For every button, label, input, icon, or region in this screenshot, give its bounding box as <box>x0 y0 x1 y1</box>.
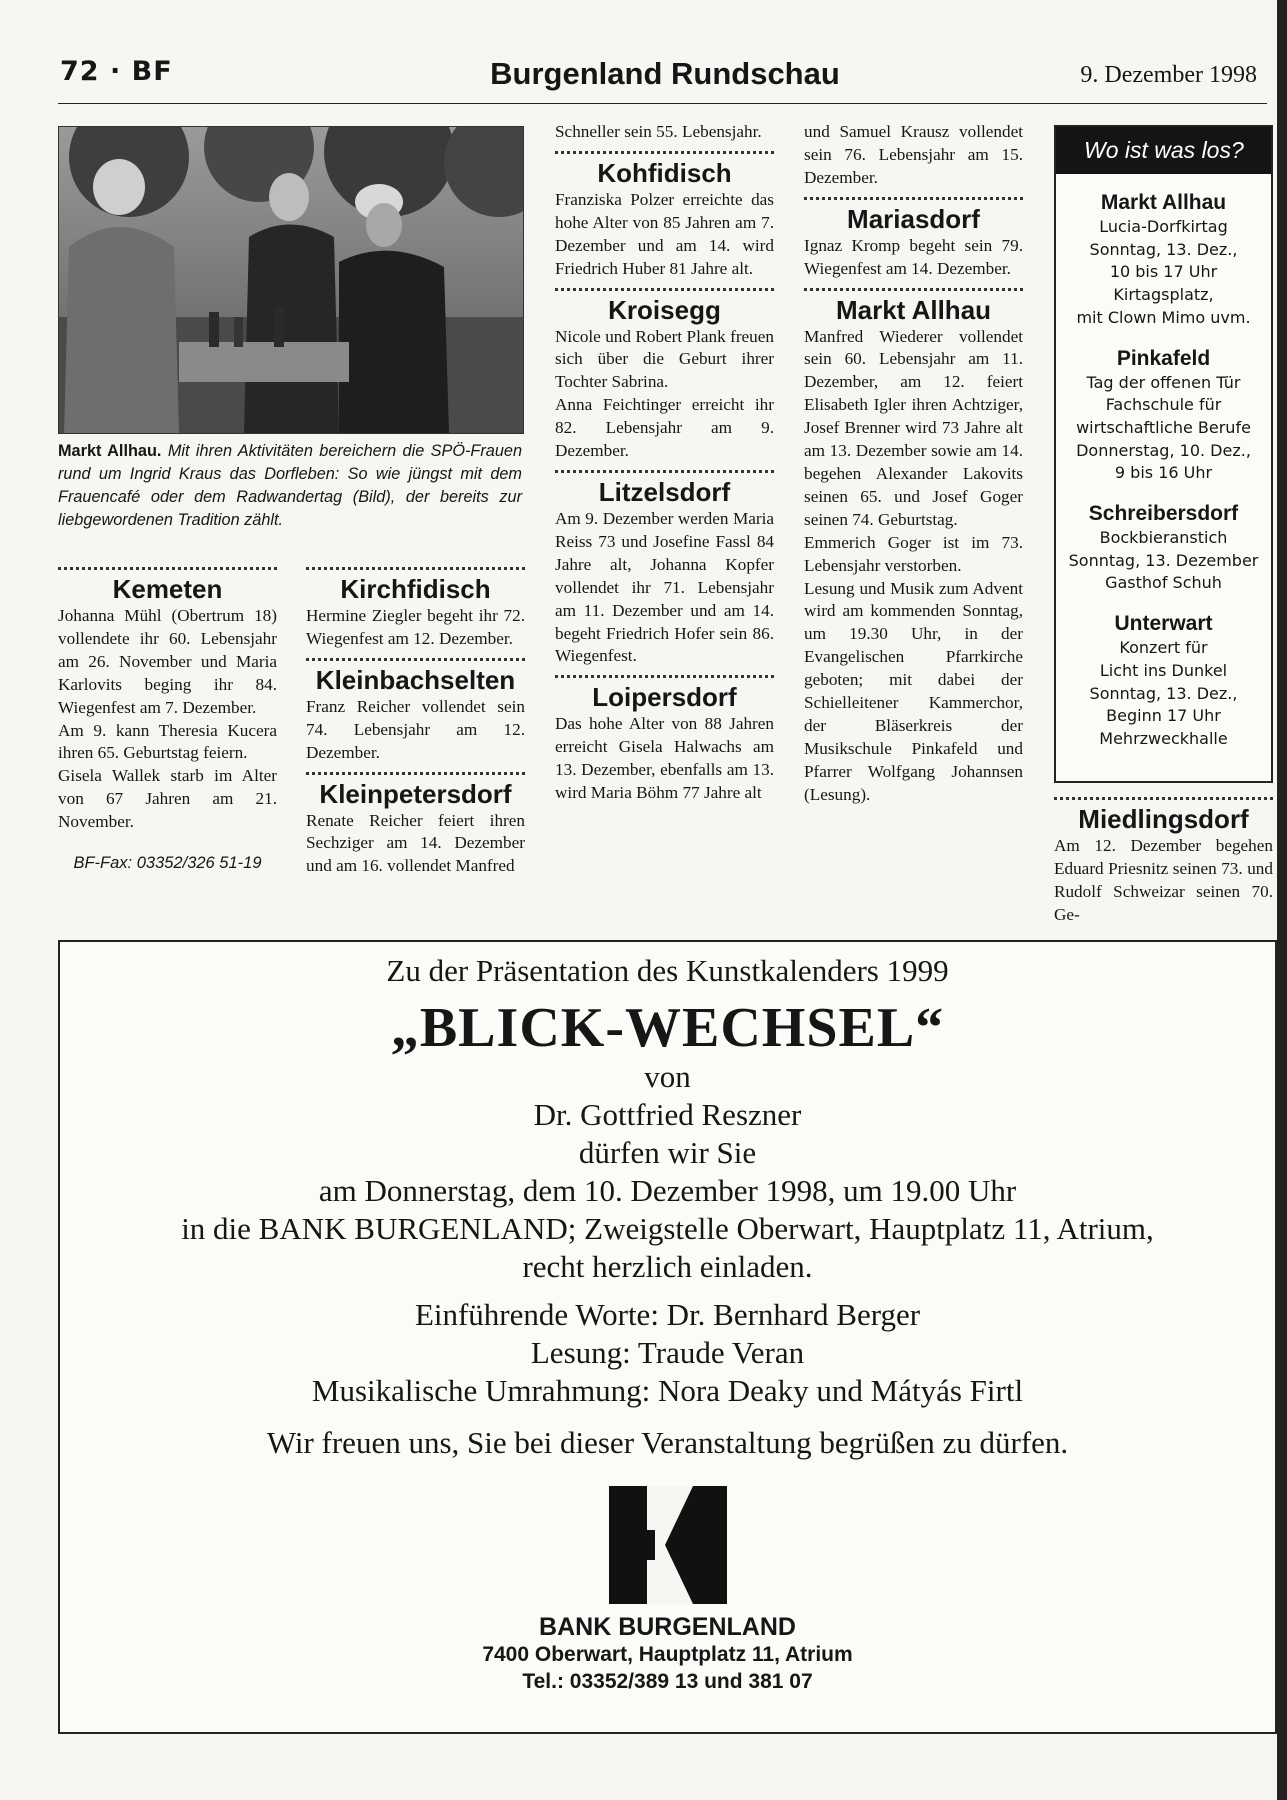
event-line: Lucia-Dorfkirtag <box>1099 217 1228 236</box>
miedlingsdorf-text: Am 12. Dezember begehen Eduard Priesnitz seinen 73. und Rudolf Schweizar seinen 70. Ge- <box>1054 836 1273 924</box>
kemeten-heading: Kemeten <box>112 574 223 604</box>
loipersdorf-text: Das hohe Alter von 88 Jahren erreicht Gisela Halwachs am 13. Dezember, ebenfalls am 13. wird Maria Böhm 77 Jahre alt <box>555 714 774 803</box>
column-1 <box>58 560 277 875</box>
ad-by: von <box>644 1059 691 1094</box>
event-line: Konzert für <box>1119 638 1208 658</box>
dotted-divider <box>804 288 1023 291</box>
bank-phone: Tel.: 03352/389 13 und 381 07 <box>522 1670 813 1693</box>
dotted-divider <box>555 288 774 291</box>
news-photo <box>58 126 524 434</box>
ad-title: „BLICK-WECHSEL“ <box>390 997 945 1059</box>
miedlingsdorf-heading: Miedlingsdorf <box>1078 804 1249 834</box>
kemeten-text-2: Am 9. kann Theresia Kucera ihren 65. Geburtstag feiern. <box>58 720 277 763</box>
dotted-divider <box>555 151 774 154</box>
kroisegg-text-1: Nicole und Robert Plank freuen sich über die Geburt ihrer Tochter Sabrina. <box>555 326 774 392</box>
event-item <box>1056 346 1271 486</box>
dotted-divider <box>306 567 525 570</box>
column-4 <box>804 121 1023 807</box>
fax-number: BF-Fax: 03352/326 51-19 <box>73 854 262 873</box>
events-box <box>1054 125 1273 783</box>
column-3 <box>555 121 774 805</box>
bank-logo <box>609 1486 727 1604</box>
ad-music: Musikalische Umrahmung: Nora Deaky und Mátyás Firtl <box>311 1373 1024 1408</box>
mariasdorf-text: Ignaz Kromp begeht sein 79. Wiegenfest am 14. Dezember. <box>804 235 1023 278</box>
kleinpetersdorf-heading: Kleinpetersdorf <box>319 778 512 809</box>
event-line: Beginn 17 Uhr <box>1106 706 1221 726</box>
ad-closing: Wir freuen uns, Sie bei dieser Veranstaltung begrüßen zu dürfen. <box>266 1425 1069 1460</box>
kirchfidisch-heading: Kirchfidisch <box>340 574 491 604</box>
event-item <box>1056 190 1271 330</box>
event-place: Unterwart <box>1114 612 1213 636</box>
event-item <box>1056 501 1271 595</box>
kroisegg-heading: Kroisegg <box>608 294 721 325</box>
litzelsdorf-text: Am 9. Dezember werden Maria Reiss 73 und Josefine Fassl 84 Jahre alt, Johanna Kopfer vollendet ihr 71. Lebensjahr am 11. Dezember und am 14. begeht Friedrich Hofer sein 86. Wiegenfest. <box>555 508 774 666</box>
continued-text: Schneller sein 55. Lebensjahr. <box>555 122 762 141</box>
page-edge-shadow <box>1277 0 1287 1800</box>
loipersdorf-heading: Loipersdorf <box>592 682 737 713</box>
markt-allhau-heading: Markt Allhau <box>835 294 992 325</box>
kemeten-text-1: Johanna Mühl (Obertrum 18) vollendete ihr 60. Lebensjahr am 26. November und Maria Karlovits beging ihr 84. Wiegenfest am 7. Dezember. <box>58 606 277 717</box>
kleinbachselten-heading: Kleinbachselten <box>315 664 516 695</box>
dotted-divider <box>1054 797 1273 800</box>
ad-intro: Zu der Präsentation des Kunstkalenders 1999 <box>386 953 949 988</box>
caption-place: Markt Allhau. <box>58 442 162 460</box>
event-line: Fachschule für <box>1105 395 1222 415</box>
event-line: 9 bis 16 Uhr <box>1114 463 1213 483</box>
event-line: Gasthof Schuh <box>1105 573 1222 593</box>
kleinbachselten-text: Franz Reicher vollendet sein 74. Lebensjahr am 12. Dezember. <box>306 696 525 762</box>
event-line: Licht ins Dunkel <box>1099 660 1228 680</box>
event-item <box>1056 611 1271 751</box>
event-place: Schreibersdorf <box>1088 502 1239 526</box>
issue-date: 9. Dezember 1998 <box>1080 62 1257 88</box>
column-2 <box>306 560 525 878</box>
events-box-title: Wo ist was los? <box>1056 127 1271 174</box>
event-line: Sonntag, 13. Dez., <box>1089 683 1238 703</box>
photo-caption <box>58 440 522 532</box>
event-place: Markt Allhau <box>1100 191 1227 214</box>
kohfidisch-text: Franziska Polzer erreichte das hohe Alter von 85 Jahren am 7. Dezember und am 14. wird Friedrich Huber 81 Jahre alt. <box>555 189 774 278</box>
dotted-divider <box>58 567 277 570</box>
dotted-divider <box>306 772 525 775</box>
mariasdorf-heading: Mariasdorf <box>847 203 980 234</box>
bank-name: BANK BURGENLAND <box>539 1613 796 1641</box>
caption-text: Mit ihren Aktivitäten bereichern die SPÖ-Frauen rund um Ingrid Kraus das Dorfleben: So wie jüngst mit dem Frauencafé oder dem Radwandertag (Bild), der bereits zur liebgewordenen Tradition zählt. <box>58 442 523 529</box>
ad-speaker: Einführende Worte: Dr. Bernhard Berger <box>414 1297 921 1332</box>
event-place: Pinkafeld <box>1116 346 1211 370</box>
ad-location: in die BANK BURGENLAND; Zweigstelle Oberwart, Hauptplatz 11, Atrium, <box>181 1211 1154 1246</box>
dotted-divider <box>555 675 774 678</box>
kohfidisch-heading: Kohfidisch <box>597 157 732 188</box>
newspaper-title: Burgenland Rundschau <box>490 56 840 91</box>
ad-datetime: am Donnerstag, dem 10. Dezember 1998, um 19.00 Uhr <box>318 1173 1017 1208</box>
header-rule <box>58 103 1267 104</box>
event-line: wirtschaftliche Berufe <box>1076 417 1251 437</box>
markt-allhau-text-2: Emmerich Goger ist im 73. Lebensjahr verstorben. <box>804 532 1023 575</box>
ad-author: Dr. Gottfried Reszner <box>533 1097 802 1132</box>
event-line: mit Clown Mimo uvm. <box>1076 307 1251 327</box>
kleinpetersdorf-text: Renate Reicher feiert ihren Sechziger am 14. Dezember und am 16. vollendet Manfred <box>306 810 525 876</box>
event-line: Kirtagsplatz, <box>1113 285 1214 305</box>
event-line: Tag der offenen Tür <box>1086 372 1241 392</box>
dotted-divider <box>804 197 1023 200</box>
kemeten-text-3: Gisela Wallek starb im Alter von 67 Jahren am 21. November. <box>58 766 277 832</box>
ad-reading: Lesung: Traude Veran <box>530 1335 805 1370</box>
event-line: Donnerstag, 10. Dez., <box>1076 440 1251 460</box>
bank-advertisement <box>58 940 1277 1734</box>
event-line: 10 bis 17 Uhr <box>1109 262 1218 282</box>
ad-invite: dürfen wir Sie <box>578 1135 757 1170</box>
bank-address: 7400 Oberwart, Hauptplatz 11, Atrium <box>482 1643 853 1666</box>
kroisegg-text-2: Anna Feichtinger erreicht ihr 82. Lebensjahr am 9. Dezember. <box>555 395 774 461</box>
page-number: 72 · BF <box>60 56 173 87</box>
ad-welcome: recht herzlich einladen. <box>522 1249 813 1284</box>
column-5 <box>1054 790 1273 927</box>
markt-allhau-text-1: Manfred Wiederer vollendet sein 60. Lebensjahr am 11. Dezember, am 12. feiert Elisabeth Igler ihren Achtziger, Josef Brenner wird 73 Jahre alt am 13. Dezember sowie am 14. begehen Alexander Lakovits seinen 65. und Josef Goger seinen 74. Geburtstag. <box>804 326 1023 529</box>
dotted-divider <box>555 470 774 473</box>
kirchfidisch-text: Hermine Ziegler begeht ihr 72. Wiegenfest am 12. Dezember. <box>306 606 525 648</box>
continued-text: und Samuel Krausz vollendet sein 76. Lebensjahr am 15. Dezember. <box>804 122 1023 187</box>
event-line: Bockbieranstich <box>1099 528 1228 548</box>
markt-allhau-text-3: Lesung und Musik zum Advent wird am kommenden Sonntag, um 19.30 Uhr, in der Evangelischen Pfarrkirche geboten; mit dabei der Schielleitener Kammerchor, der Bläserkreis der Musikschule Pinkafeld und Pfarrer Wolfgang Johannsen (Lesung). <box>804 578 1023 804</box>
event-line: Sonntag, 13. Dezember <box>1068 550 1259 570</box>
dotted-divider <box>306 658 525 661</box>
bank-logo-icon <box>609 1486 727 1604</box>
event-line: Sonntag, 13. Dez., <box>1089 239 1238 259</box>
photo-image <box>59 127 523 433</box>
event-line: Mehrzweckhalle <box>1099 728 1228 748</box>
litzelsdorf-heading: Litzelsdorf <box>598 476 731 507</box>
